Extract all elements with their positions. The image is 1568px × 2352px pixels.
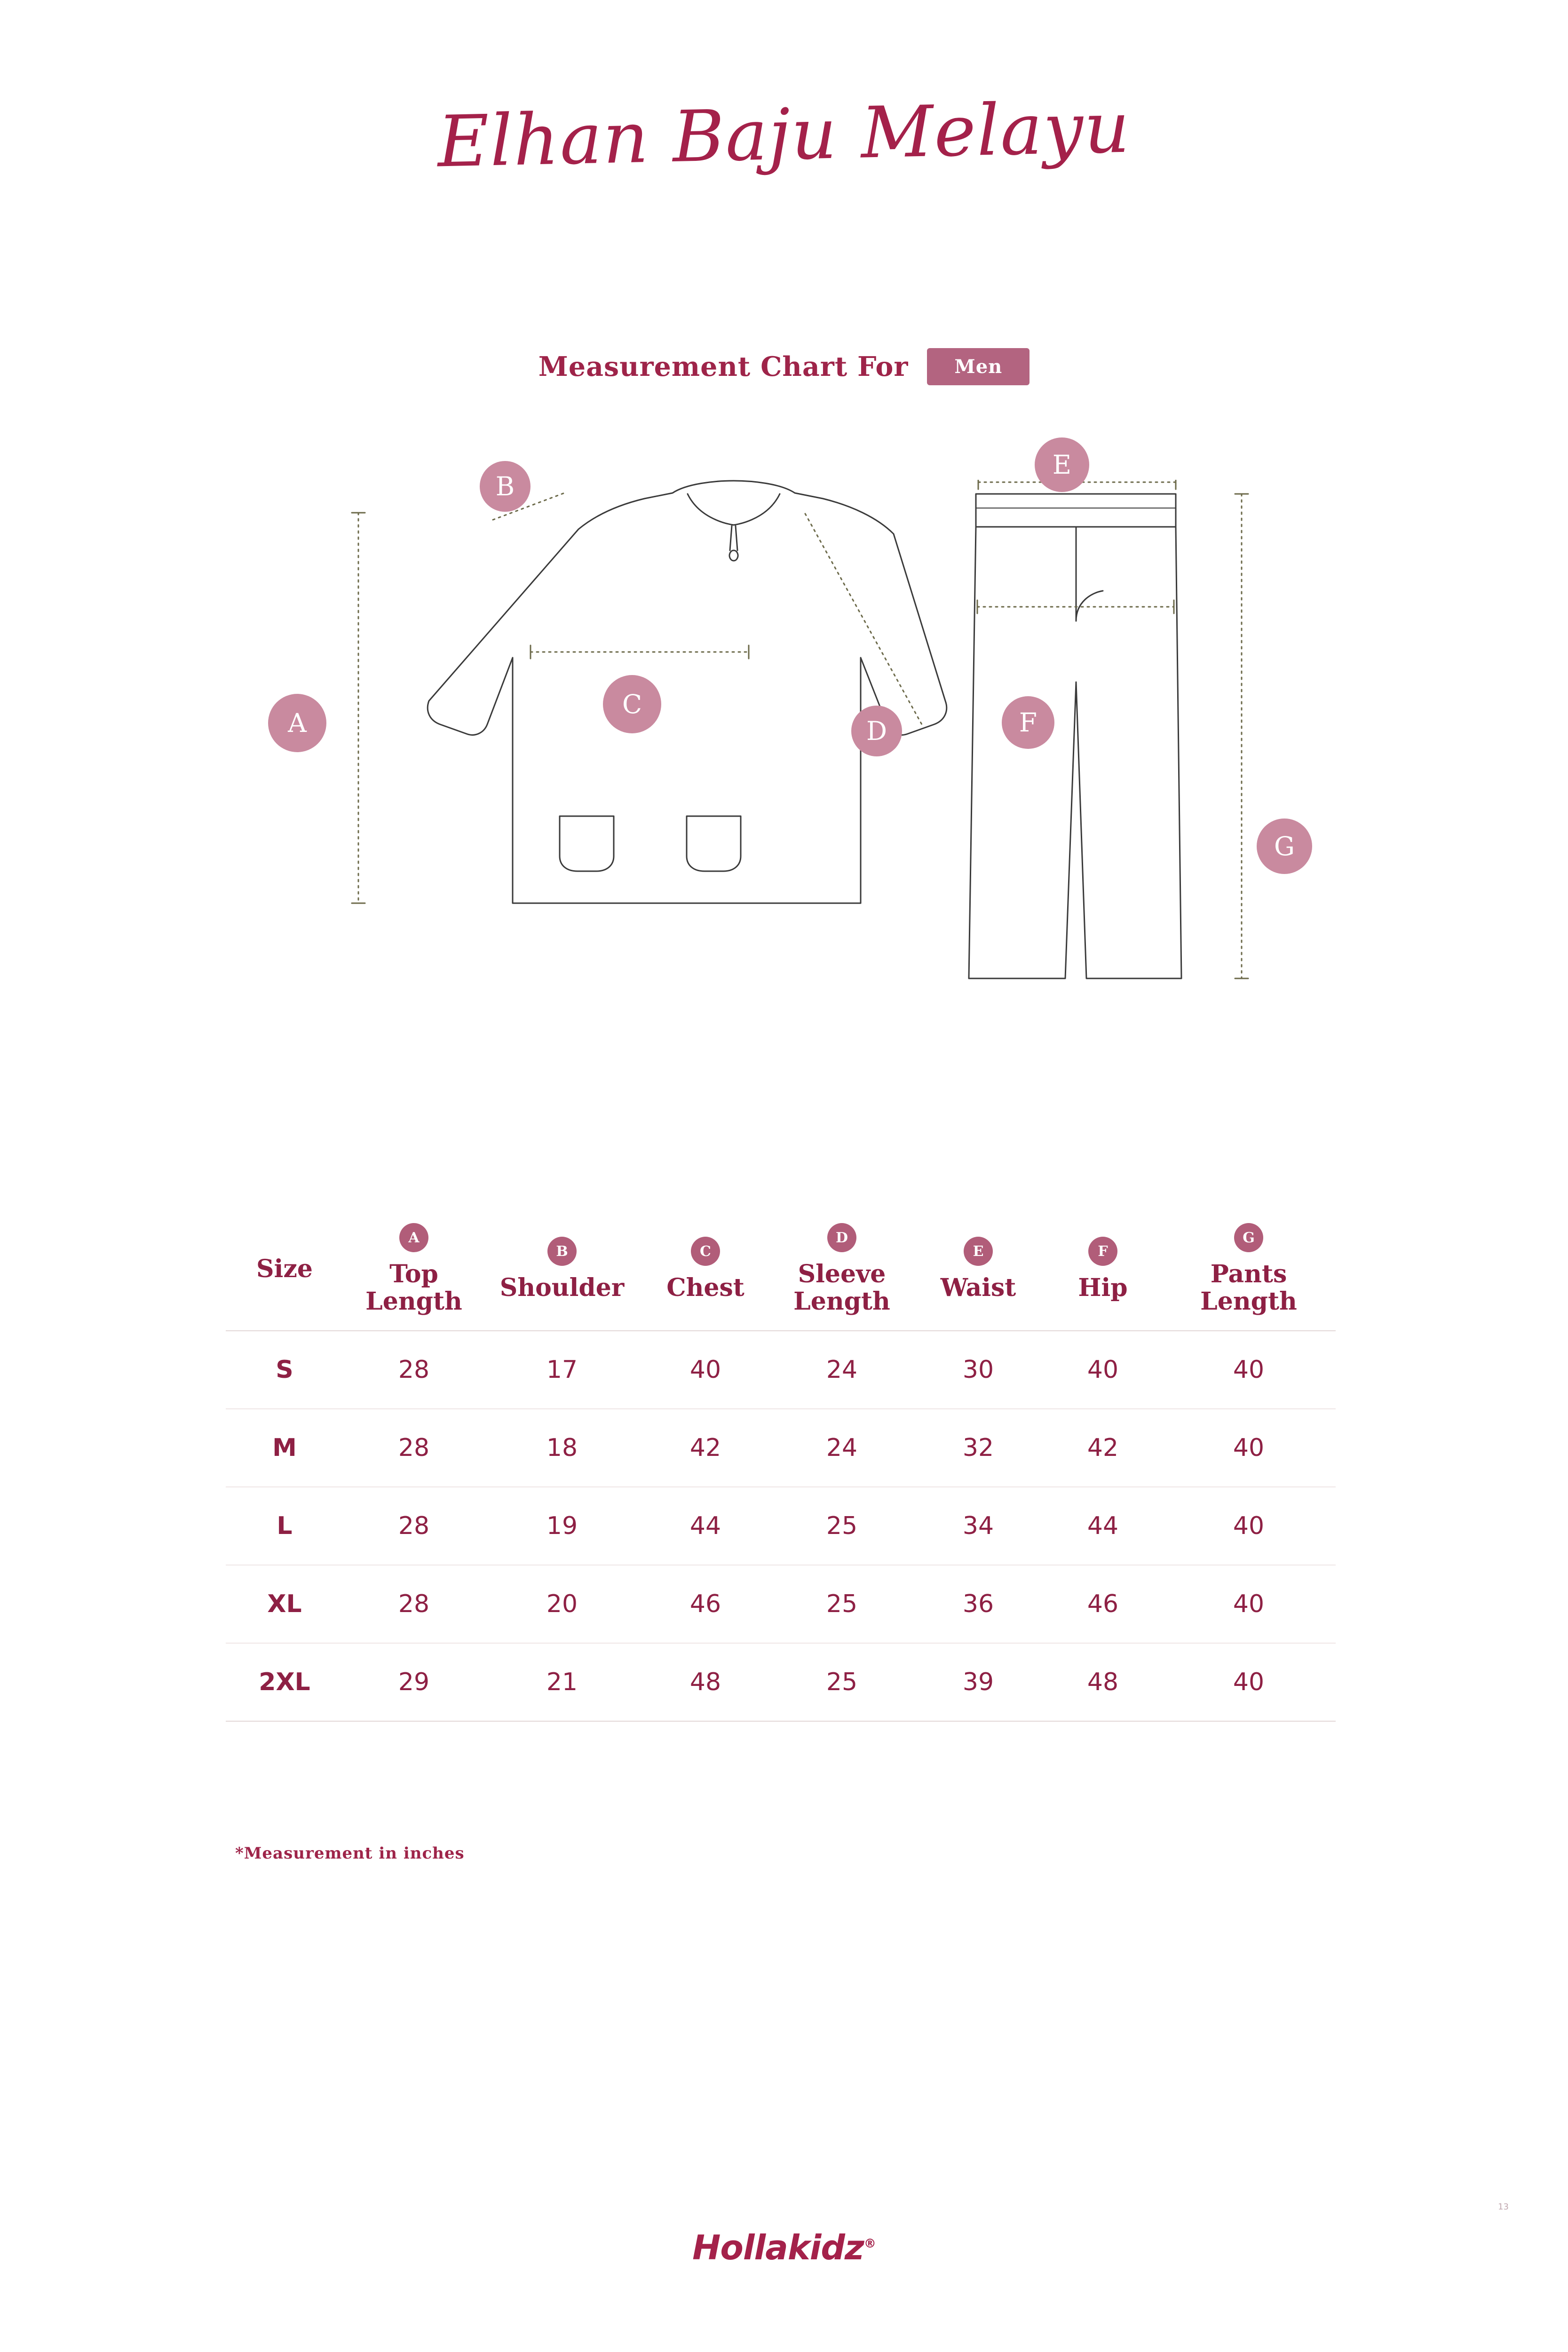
cell-size: 2XL [226, 1643, 343, 1721]
column-header-hip [1044, 1223, 1162, 1331]
cell-hip: 42 [1044, 1409, 1162, 1487]
cell-waist: 39 [912, 1643, 1044, 1721]
cell-sleeve-length: 25 [771, 1487, 912, 1565]
column-label-pants-length: Pants Length [1200, 1260, 1297, 1316]
cell-shoulder: 18 [484, 1409, 640, 1487]
badge-g-label: G [1274, 831, 1295, 861]
column-badge-e: E [964, 1237, 993, 1266]
badge-e-label: E [1052, 450, 1072, 480]
subtitle-row [0, 348, 1568, 385]
cell-hip: 44 [1044, 1487, 1162, 1565]
cell-shoulder: 20 [484, 1565, 640, 1643]
cell-top-length: 28 [343, 1487, 484, 1565]
cell-top-length: 28 [343, 1409, 484, 1487]
cell-hip: 48 [1044, 1643, 1162, 1721]
column-label-chest: Chest [666, 1273, 744, 1303]
page-number: 13 [1498, 2202, 1509, 2212]
cell-shoulder: 19 [484, 1487, 640, 1565]
table-row [226, 1565, 1336, 1643]
cell-sleeve-length: 25 [771, 1565, 912, 1643]
cell-top-length: 28 [343, 1565, 484, 1643]
cell-top-length: 29 [343, 1643, 484, 1721]
column-badge-a: A [399, 1223, 428, 1252]
badge-d-label: D [866, 716, 887, 746]
table-row [226, 1487, 1336, 1565]
column-label-waist: Waist [940, 1273, 1016, 1303]
cell-shoulder: 21 [484, 1643, 640, 1721]
badge-b [480, 461, 531, 512]
table-row [226, 1409, 1336, 1487]
gender-badge: Men [927, 348, 1029, 385]
cell-waist: 36 [912, 1565, 1044, 1643]
cell-chest: 44 [640, 1487, 771, 1565]
cell-chest: 46 [640, 1565, 771, 1643]
cell-sleeve-length: 24 [771, 1331, 912, 1409]
cell-chest: 48 [640, 1643, 771, 1721]
size-table [226, 1223, 1336, 1722]
column-label-sleeve-length: Sleeve Length [793, 1260, 890, 1316]
badge-g [1257, 818, 1312, 874]
table-row [226, 1643, 1336, 1721]
cell-size: XL [226, 1565, 343, 1643]
garment-line-drawing [0, 480, 1568, 1148]
badge-f-label: F [1019, 707, 1037, 738]
brand-registered-mark: ® [863, 2237, 876, 2251]
cell-size: M [226, 1409, 343, 1487]
badge-e [1035, 437, 1089, 492]
badge-c-label: C [622, 689, 642, 719]
column-label-top-length: Top Length [365, 1260, 462, 1316]
table-row [226, 1331, 1336, 1409]
cell-shoulder: 17 [484, 1331, 640, 1409]
cell-pants-length: 40 [1162, 1487, 1336, 1565]
badge-f [1002, 696, 1054, 749]
cell-size: S [226, 1331, 343, 1409]
column-badge-c: C [691, 1237, 720, 1266]
brand-logo [0, 2228, 1568, 2267]
column-badge-g: G [1234, 1223, 1263, 1252]
column-label-size: Size [256, 1255, 313, 1284]
cell-pants-length: 40 [1162, 1331, 1336, 1409]
badge-a-label: A [288, 708, 307, 738]
column-header-shoulder [484, 1223, 640, 1331]
cell-pants-length: 40 [1162, 1643, 1336, 1721]
cell-pants-length: 40 [1162, 1409, 1336, 1487]
garment-illustration [0, 450, 1568, 1148]
column-label-shoulder: Shoulder [499, 1273, 625, 1303]
column-badge-f: F [1088, 1237, 1117, 1266]
page-title: Elhan Baju Melayu [436, 87, 1132, 183]
cell-sleeve-length: 25 [771, 1643, 912, 1721]
badge-b-label: B [495, 471, 515, 501]
cell-sleeve-length: 24 [771, 1409, 912, 1487]
column-badge-d: D [827, 1223, 856, 1252]
column-header-waist [912, 1223, 1044, 1331]
column-header-chest [640, 1223, 771, 1331]
cell-chest: 40 [640, 1331, 771, 1409]
cell-chest: 42 [640, 1409, 771, 1487]
table-header-row [226, 1223, 1336, 1331]
measurement-unit-note: *Measurement in inches [235, 1844, 465, 1863]
badge-d [851, 706, 902, 756]
column-header-pants-length [1162, 1223, 1336, 1331]
cell-waist: 32 [912, 1409, 1044, 1487]
cell-size: L [226, 1487, 343, 1565]
cell-pants-length: 40 [1162, 1565, 1336, 1643]
column-header-sleeve-length [771, 1223, 912, 1331]
column-header-size [226, 1223, 343, 1331]
cell-waist: 30 [912, 1331, 1044, 1409]
column-badge-b: B [547, 1237, 577, 1266]
badge-a [268, 694, 326, 752]
cell-hip: 40 [1044, 1331, 1162, 1409]
cell-hip: 46 [1044, 1565, 1162, 1643]
brand-name: Hollakidz [692, 2228, 864, 2267]
cell-waist: 34 [912, 1487, 1044, 1565]
size-table-container [226, 1223, 1336, 1722]
badge-c [603, 675, 661, 733]
subtitle-text: Measurement Chart For [538, 351, 909, 382]
column-label-hip: Hip [1078, 1273, 1128, 1303]
column-header-top-length [343, 1223, 484, 1331]
cell-top-length: 28 [343, 1331, 484, 1409]
